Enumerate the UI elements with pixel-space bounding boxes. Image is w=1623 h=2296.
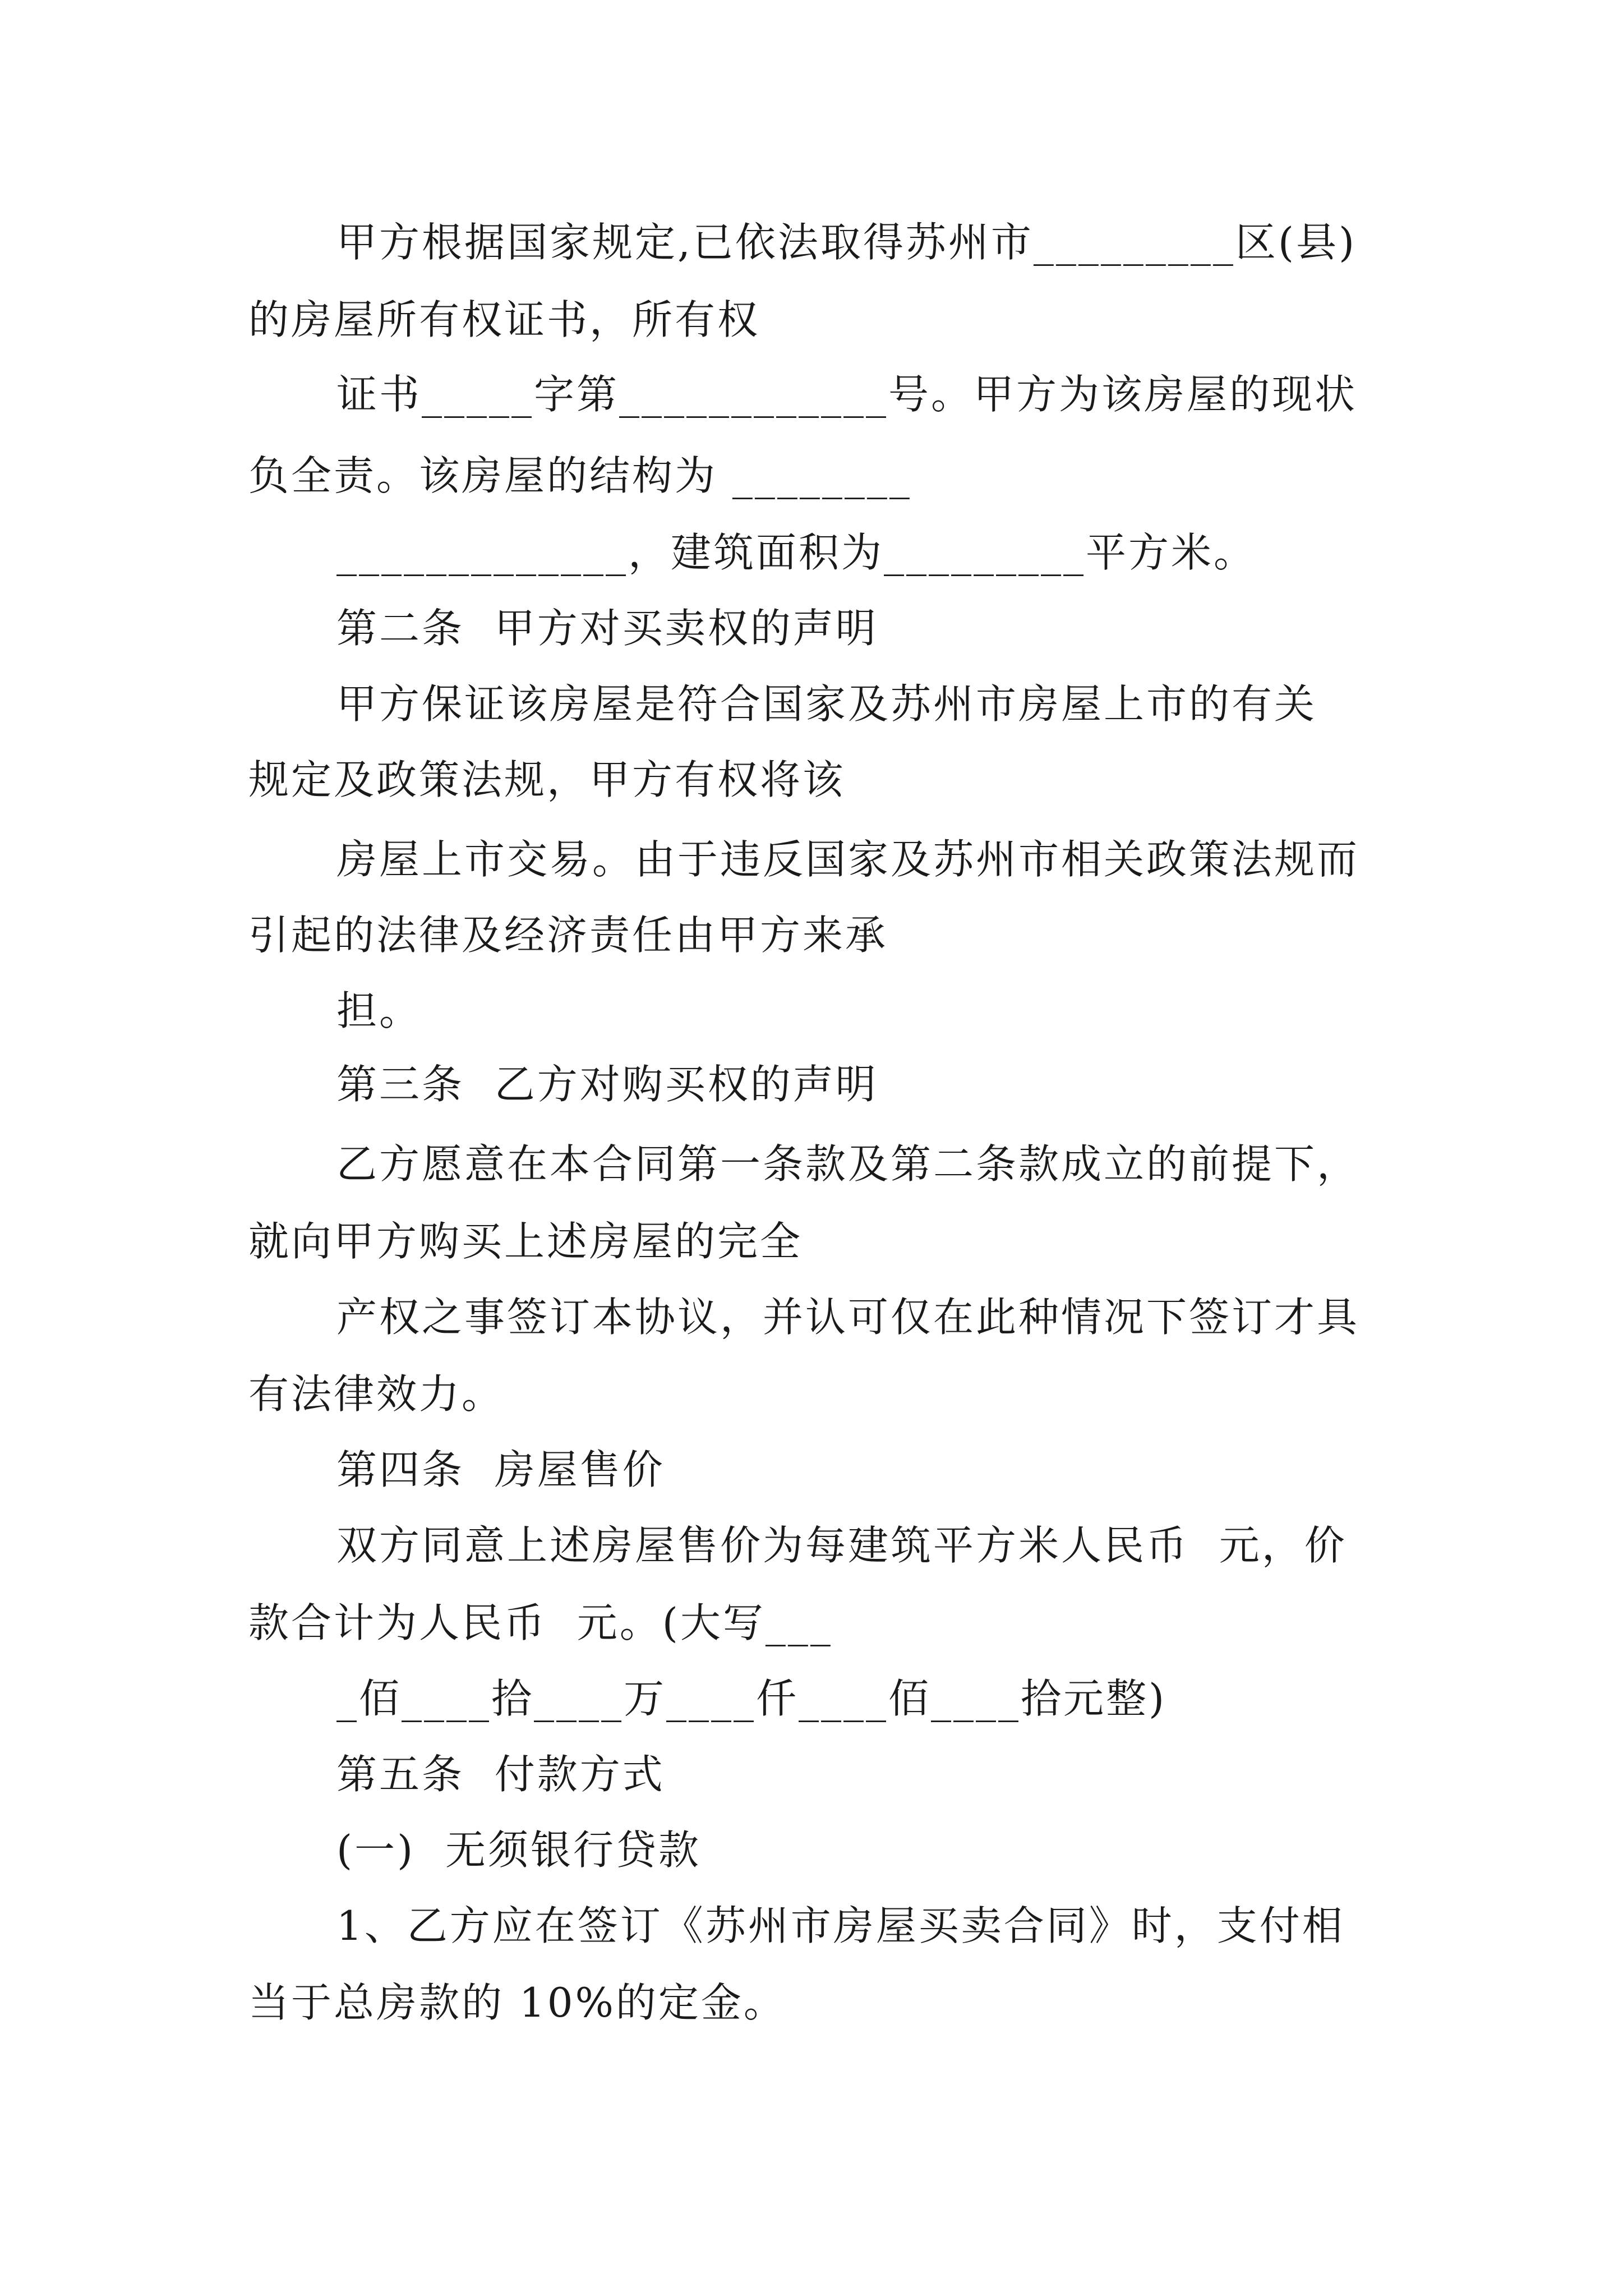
text-line: 产权之事签订本协议，并认可仅在此种情况下签订才具 — [336, 1294, 1360, 1341]
text-line: 甲方根据国家规定,已依法取得苏州市_________区(县) — [336, 219, 1357, 266]
text-line: _____________，建筑面积为_________平方米。 — [336, 529, 1257, 576]
text-line: 规定及政策法规，甲方有权将该 — [248, 756, 846, 803]
text-line: 就向甲方购买上述房屋的完全 — [248, 1218, 803, 1265]
text-line: 乙方愿意在本合同第一条款及第二条款成立的前提下， — [336, 1140, 1360, 1188]
section-heading: 第五条 付款方式 — [336, 1751, 665, 1798]
text-line: 负全责。该房屋的结构为 ________ — [248, 452, 912, 499]
text-line: 当于总房款的 10%的定金。 — [248, 1979, 786, 2026]
text-line: 1、乙方应在签订《苏州市房屋买卖合同》时，支付相 — [336, 1902, 1345, 1949]
text-line: 引起的法律及经济责任由甲方来承 — [248, 912, 888, 959]
text-line: _佰____拾____万____仟____佰____拾元整) — [336, 1675, 1167, 1722]
section-heading: 第四条 房屋售价 — [336, 1446, 665, 1493]
subsection-heading: (一) 无须银行贷款 — [336, 1826, 701, 1874]
section-heading: 第三条 乙方对购买权的声明 — [336, 1061, 878, 1108]
text-line: 双方同意上述房屋售价为每建筑平方米人民币 元，价 — [336, 1522, 1347, 1569]
text-line: 款合计为人民币 元。(大写___ — [248, 1599, 833, 1646]
text-line: 有法律效力。 — [248, 1370, 505, 1418]
text-line: 房屋上市交易。由于违反国家及苏州市相关政策法规而 — [336, 836, 1360, 883]
text-line: 甲方保证该房屋是符合国家及苏州市房屋上市的有关 — [336, 680, 1317, 728]
text-line: 的房屋所有权证书，所有权 — [248, 296, 760, 343]
section-heading: 第二条 甲方对买卖权的声明 — [336, 605, 878, 652]
text-line: 证书_____字第____________号。甲方为该房屋的现状 — [336, 371, 1358, 418]
text-line: 担。 — [336, 987, 422, 1034]
